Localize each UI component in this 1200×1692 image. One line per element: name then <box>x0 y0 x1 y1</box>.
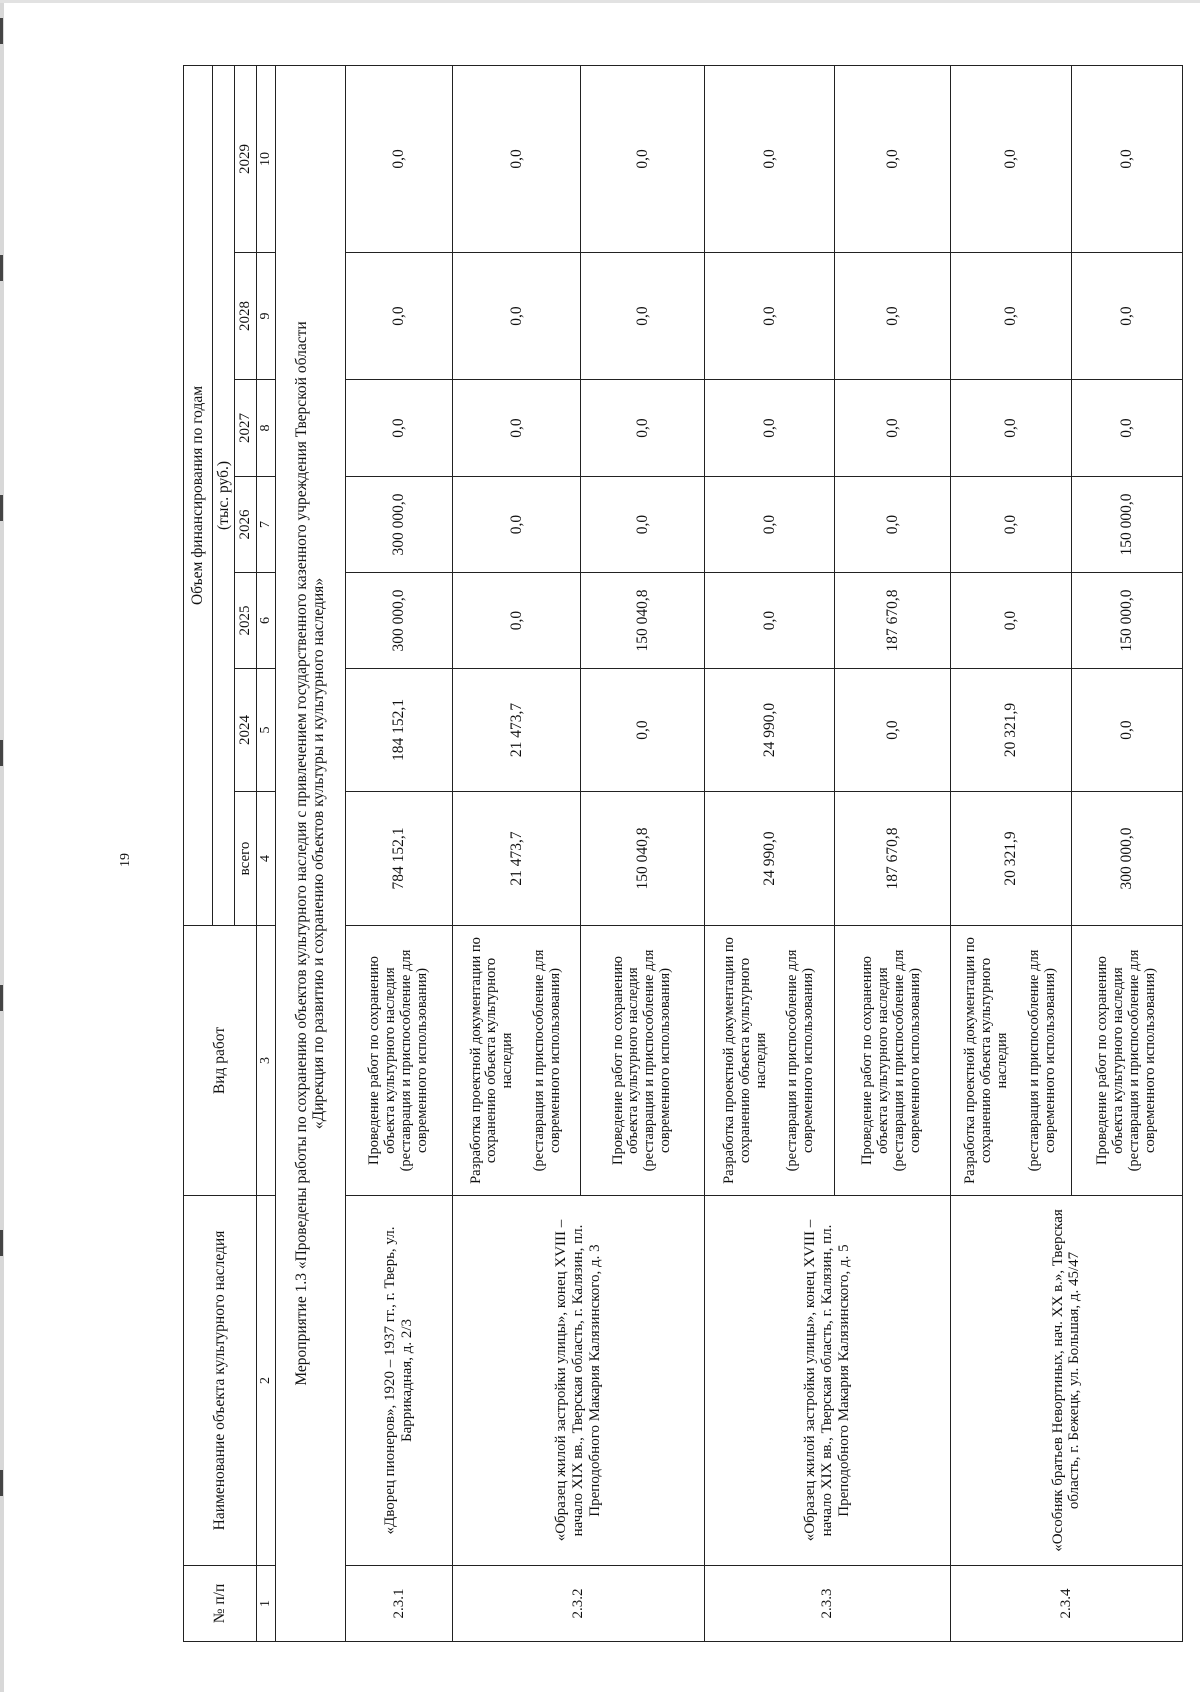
value-2027: 0,0 <box>950 380 1071 477</box>
value-total: 784 152,1 <box>346 792 453 926</box>
value-2024: 0,0 <box>835 669 951 792</box>
row-number: 2.3.4 <box>950 1566 1182 1642</box>
value-2028: 0,0 <box>580 253 704 380</box>
column-number-row <box>257 65 276 1641</box>
value-2025: 0,0 <box>452 573 580 669</box>
section-row <box>275 65 345 1641</box>
work-type <box>950 926 1071 1196</box>
value-2025: 150 040,8 <box>580 573 704 669</box>
value-2025: 0,0 <box>950 573 1071 669</box>
work-type: Проведение работ по сохранению объекта культурного наследия (реставрация и приспособление для современного использования) <box>580 926 704 1196</box>
row-number: 2.3.3 <box>705 1566 951 1642</box>
header-year-2026: 2026 <box>235 477 257 573</box>
value-total: 300 000,0 <box>1071 792 1182 926</box>
header-num: № п/п <box>184 1566 257 1642</box>
row-number: 2.3.1 <box>346 1566 453 1642</box>
value-2028: 0,0 <box>346 253 453 380</box>
value-2028: 0,0 <box>705 253 835 380</box>
object-name: «Дворец пионеров», 1920 – 1937 гг., г. Тверь, ул. Баррикадная, д. 2/3 <box>346 1196 453 1566</box>
value-2029: 0,0 <box>1071 65 1182 252</box>
value-2025: 150 000,0 <box>1071 573 1182 669</box>
work-type-design-note: (реставрация и приспособление для современного использования) <box>1025 949 1058 1172</box>
object-name: «Особняк братьев Невортиных, нач. XX в.», Тверская область, г. Бежецк, ул. Большая, д. 45/47 <box>950 1196 1182 1566</box>
table-row-2-3-4-a <box>950 65 1071 1641</box>
column-number-1: 1 <box>257 1566 276 1642</box>
table-row-2-3-3-a <box>705 65 835 1641</box>
work-type: Проведение работ по сохранению объекта культурного наследия (реставрация и приспособление для современного использования) <box>346 926 453 1196</box>
value-2029: 0,0 <box>452 65 580 252</box>
value-2027: 0,0 <box>705 380 835 477</box>
header-year-2029: 2029 <box>235 65 257 252</box>
value-2027: 0,0 <box>580 380 704 477</box>
work-type-design: Разработка проектной документации по сохранению объекта культурного наследия <box>720 937 769 1184</box>
value-2026: 300 000,0 <box>346 477 453 573</box>
value-2028: 0,0 <box>452 253 580 380</box>
value-2026: 0,0 <box>580 477 704 573</box>
value-2029: 0,0 <box>950 65 1071 252</box>
value-2029: 0,0 <box>346 65 453 252</box>
table-wrapper <box>183 66 1183 1642</box>
value-total: 24 990,0 <box>705 792 835 926</box>
work-type: Проведение работ по сохранению объекта культурного наследия (реставрация и приспособление для современного использования) <box>1071 926 1182 1196</box>
object-name: «Образец жилой застройки улицы», конец XVIII – начало XIX вв., Тверская область, г. Калязин, пл. Преподобного Макария Калязинского, д. 3 <box>452 1196 704 1566</box>
header-funding-title: Объем финансирования по годам <box>184 65 213 925</box>
value-total: 150 040,8 <box>580 792 704 926</box>
value-2026: 0,0 <box>452 477 580 573</box>
header-year-2028: 2028 <box>235 253 257 380</box>
column-number-7: 7 <box>257 477 276 573</box>
value-2026: 0,0 <box>835 477 951 573</box>
value-2024: 24 990,0 <box>705 669 835 792</box>
value-2027: 0,0 <box>835 380 951 477</box>
work-type-design: Разработка проектной документации по сохранению объекта культурного наследия <box>961 937 1010 1184</box>
value-2025: 300 000,0 <box>346 573 453 669</box>
value-2026: 150 000,0 <box>1071 477 1182 573</box>
value-2024: 0,0 <box>580 669 704 792</box>
column-number-9: 9 <box>257 253 276 380</box>
value-2024: 21 473,7 <box>452 669 580 792</box>
column-number-5: 5 <box>257 669 276 792</box>
work-type-design-note: (реставрация и приспособление для современного использования) <box>784 949 817 1172</box>
column-number-10: 10 <box>257 65 276 252</box>
section-title-line-2: «Дирекция по развитию и сохранению объектов культуры и культурного наследия» <box>310 577 328 1130</box>
value-2027: 0,0 <box>1071 380 1182 477</box>
scan-edge-top <box>0 0 1200 3</box>
value-2024: 20 321,9 <box>950 669 1071 792</box>
value-2024: 0,0 <box>1071 669 1182 792</box>
column-number-3: 3 <box>257 926 276 1196</box>
header-work-type: Вид работ <box>184 926 257 1196</box>
header-year-2025: 2025 <box>235 573 257 669</box>
work-type: Проведение работ по сохранению объекта культурного наследия (реставрация и приспособление для современного использования) <box>835 926 951 1196</box>
value-2028: 0,0 <box>1071 253 1182 380</box>
section-title-line-1: Мероприятие 1.3 «Проведены работы по сохранению объектов культурного наследия с привлечением государственного казенного учреждения Тверской области <box>292 321 310 1386</box>
table-row-2-3-2-a <box>452 65 580 1641</box>
object-name: «Образец жилой застройки улицы», конец XVIII – начало XIX вв., Тверская область, г. Калязин, пл. Преподобного Макария Калязинского, д. 5 <box>705 1196 951 1566</box>
value-2029: 0,0 <box>835 65 951 252</box>
value-2025: 187 670,8 <box>835 573 951 669</box>
value-2027: 0,0 <box>452 380 580 477</box>
header-year-2024: 2024 <box>235 669 257 792</box>
table-row-2-3-1 <box>346 65 453 1641</box>
scan-edge-left <box>0 0 4 1692</box>
column-number-8: 8 <box>257 380 276 477</box>
work-type-design: Разработка проектной документации по сохранению объекта культурного наследия <box>467 937 516 1184</box>
value-2026: 0,0 <box>705 477 835 573</box>
rotated-table <box>183 66 1183 1642</box>
value-2029: 0,0 <box>580 65 704 252</box>
value-2024: 184 152,1 <box>346 669 453 792</box>
header-total: всего <box>235 792 257 926</box>
value-total: 20 321,9 <box>950 792 1071 926</box>
page-number: 19 <box>118 853 133 867</box>
heritage-funding-table <box>183 65 1183 1642</box>
value-total: 187 670,8 <box>835 792 951 926</box>
value-2028: 0,0 <box>835 253 951 380</box>
row-number: 2.3.2 <box>452 1566 704 1642</box>
column-number-2: 2 <box>257 1196 276 1566</box>
value-2028: 0,0 <box>950 253 1071 380</box>
work-type-design-note: (реставрация и приспособление для современного использования) <box>531 949 564 1172</box>
header-funding-unit: (тыс. руб.) <box>212 65 234 925</box>
header-year-2027: 2027 <box>235 380 257 477</box>
header-row-1 <box>184 65 213 1641</box>
value-2025: 0,0 <box>705 573 835 669</box>
value-total: 21 473,7 <box>452 792 580 926</box>
column-number-4: 4 <box>257 792 276 926</box>
value-2029: 0,0 <box>705 65 835 252</box>
value-2027: 0,0 <box>346 380 453 477</box>
section-title <box>275 65 345 1641</box>
work-type <box>705 926 835 1196</box>
work-type <box>452 926 580 1196</box>
value-2026: 0,0 <box>950 477 1071 573</box>
column-number-6: 6 <box>257 573 276 669</box>
header-object-name: Наименование объекта культурного наследия <box>184 1196 257 1566</box>
